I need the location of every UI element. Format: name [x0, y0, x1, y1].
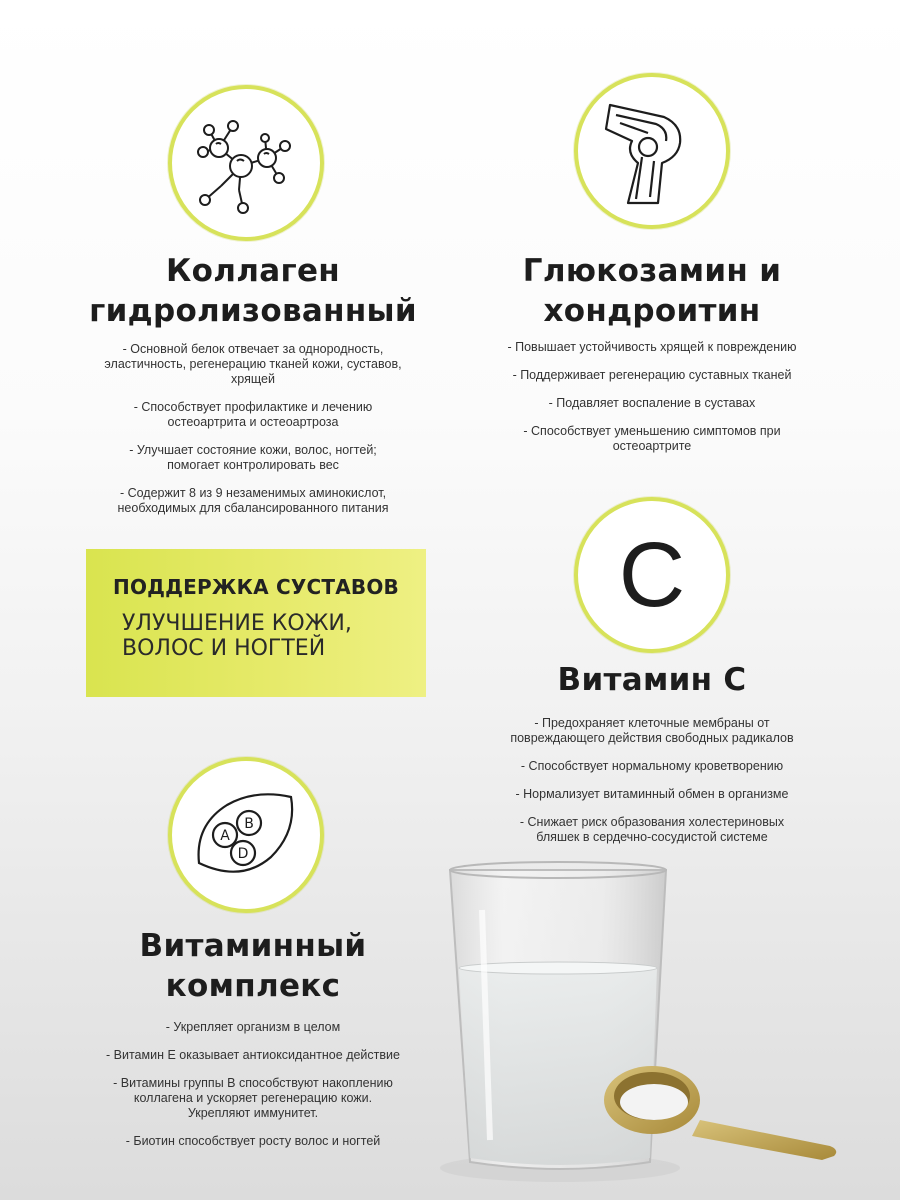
glucosamine-icon-circle	[574, 73, 730, 229]
glucosamine-benefits-list	[452, 340, 852, 467]
list-item: - Способствует уменьшению симптомов при остеоартрите	[523, 424, 781, 453]
vitamin-c-benefits-list	[452, 716, 852, 858]
collagen-title: Коллаген гидролизованный	[89, 253, 417, 329]
list-item: - Способствует нормальному кроветворению	[520, 759, 784, 773]
list-item: - Улучшает состояние кожи, волос, ногтей; помогает контролировать вес	[129, 443, 377, 472]
vitamin-c-icon-circle	[574, 497, 730, 653]
knee-joint-icon	[602, 91, 702, 211]
glucosamine-title: Глюкозамин и хондроитин	[522, 253, 782, 329]
banner-subheading: УЛУЧШЕНИЕ КОЖИ, ВОЛОС И НОГТЕЙ	[122, 611, 352, 661]
list-item: - Предохраняет клеточные мембраны от повреждающего действия свободных радикалов	[510, 716, 794, 745]
list-item: - Повышает устойчивость хрящей к повреждению	[507, 340, 797, 354]
list-item: - Поддерживает регенерацию суставных тканей	[512, 368, 792, 382]
molecule-icon	[191, 108, 301, 218]
list-item: - Подавляет воспаление в суставах	[548, 396, 756, 410]
list-item: - Способствует профилактике и лечению остеоартрита и остеоартроза	[133, 400, 373, 429]
list-item: - Основной белок отвечает за однородность, эластичность, регенерацию тканей кожи, суставов, хрящей	[104, 342, 402, 386]
list-item: - Витамины группы В способствуют накоплению коллагена и ускоряет регенерацию кожи. Укрепляют иммунитет.	[113, 1076, 393, 1120]
svg-text:C: C	[618, 524, 686, 626]
vitamin-b-badge: B	[244, 816, 254, 832]
collagen-icon-circle	[168, 85, 324, 241]
list-item: - Нормализует витаминный обмен в организме	[515, 787, 789, 801]
list-item: - Укрепляет организм в целом	[165, 1020, 341, 1034]
list-item: - Биотин способствует росту волос и ногтей	[125, 1134, 381, 1148]
list-item: - Витамин Е оказывает антиоксидантное действие	[106, 1048, 400, 1062]
glass-of-water-and-scoop-image	[430, 850, 870, 1190]
list-item: - Содержит 8 из 9 незаменимых аминокислот, необходимых для сбалансированного питания	[117, 486, 389, 515]
vitamin-d-badge: D	[237, 846, 249, 862]
vitamin-complex-icon-circle	[168, 757, 324, 913]
vitamin-a-badge: A	[220, 828, 230, 844]
highlight-banner	[86, 549, 426, 697]
vitamin-complex-title: Витаминный комплекс	[139, 928, 367, 1004]
collagen-benefits-list	[40, 342, 466, 529]
letter-c-icon	[597, 520, 707, 630]
vitamin-capsule-icon	[191, 785, 301, 885]
vitamin-complex-benefits-list	[40, 1020, 466, 1162]
banner-heading: ПОДДЕРЖКА СУСТАВОВ	[113, 575, 399, 599]
list-item: - Снижает риск образования холестериновых бляшек в сердечно-сосудистой системе	[519, 815, 785, 844]
vitamin-c-title: Витамин С	[557, 662, 747, 698]
